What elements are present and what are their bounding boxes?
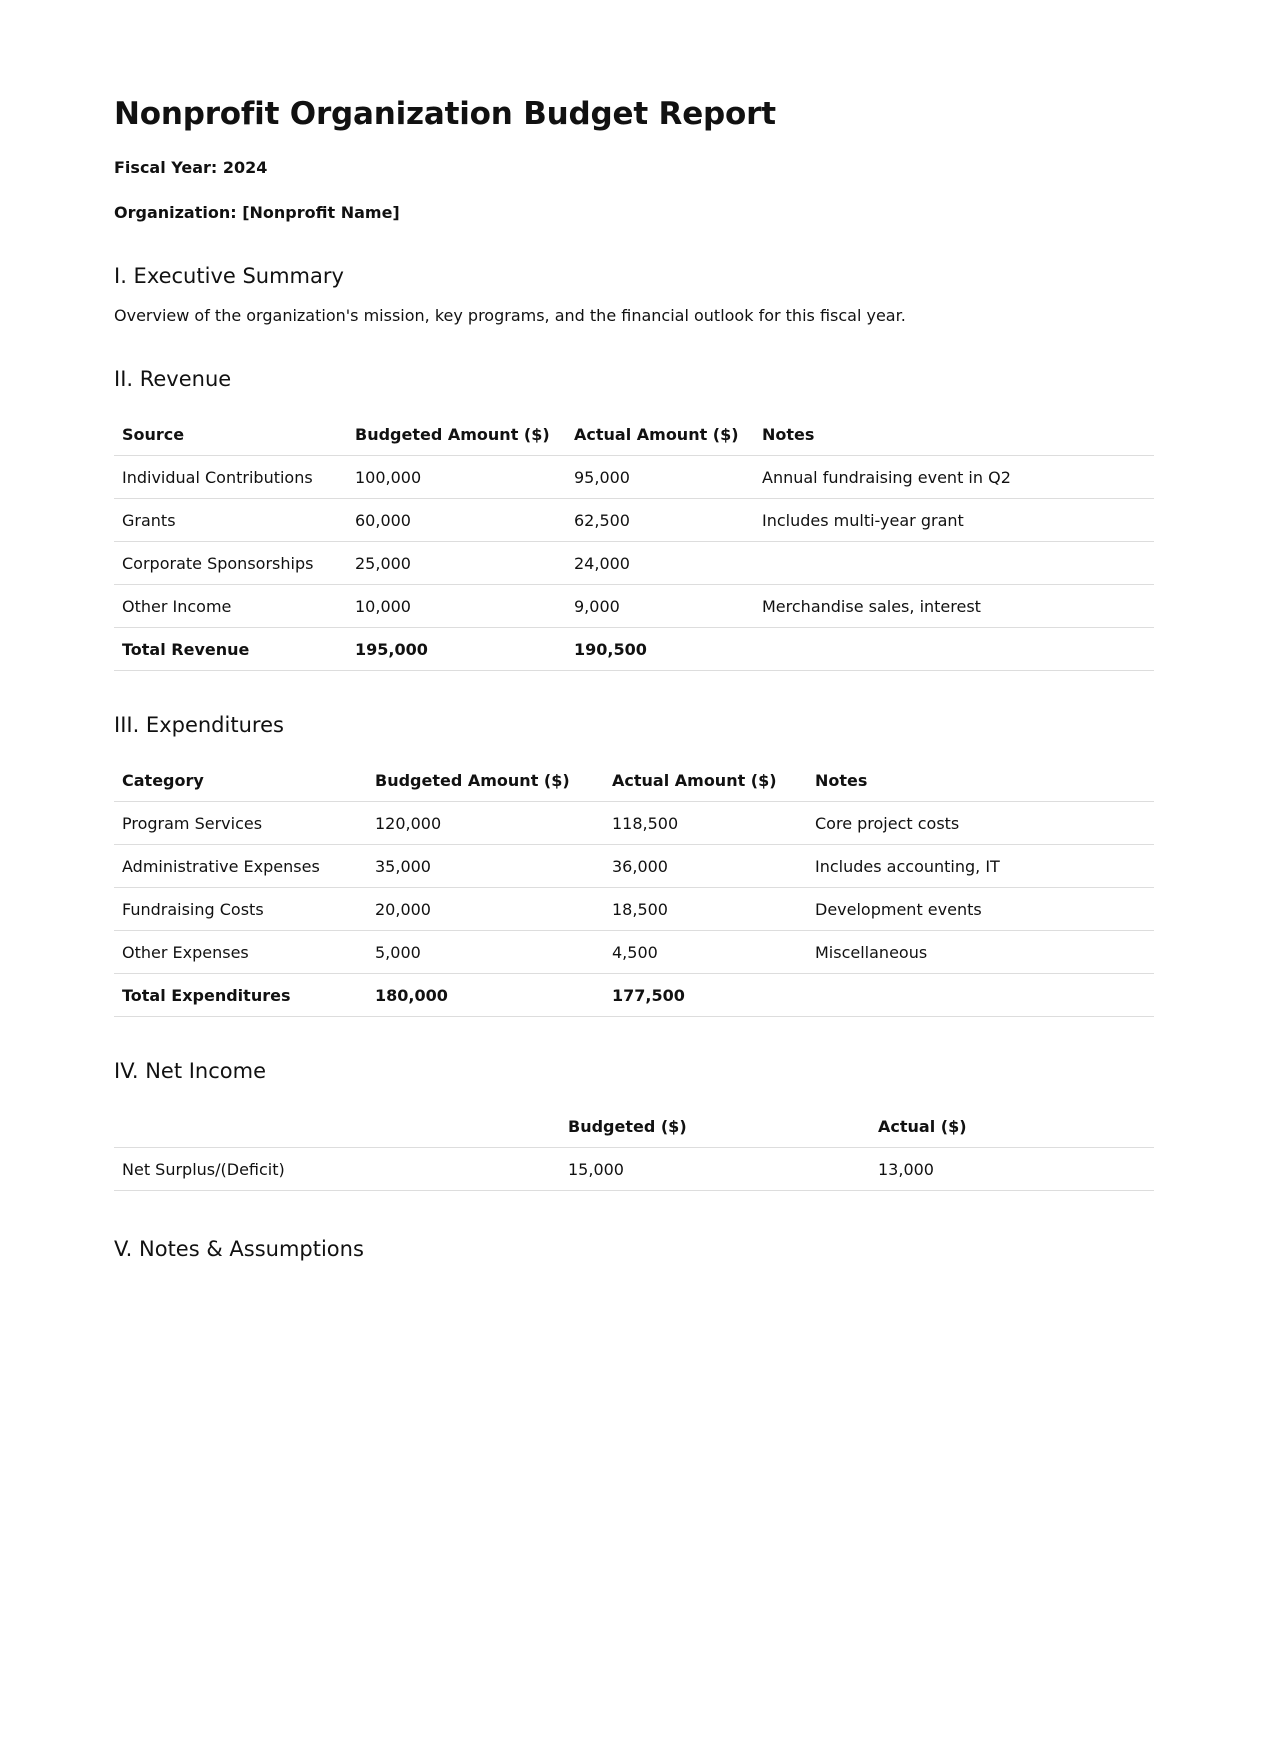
table-row (114, 1148, 1154, 1191)
column-header: Actual Amount ($) (604, 759, 807, 802)
column-header: Actual Amount ($) (566, 413, 754, 456)
fiscal-year: Fiscal Year: 2024 (114, 158, 268, 177)
total-row (114, 974, 1154, 1017)
executive-summary-section (114, 264, 1153, 325)
table-header-row (114, 1105, 1154, 1148)
table-header-row (114, 413, 1154, 456)
revenue-section (114, 367, 1153, 671)
table-cell (754, 542, 1154, 585)
revenue-table (114, 413, 1154, 671)
section-heading: I. Executive Summary (114, 264, 344, 288)
table-cell: Corporate Sponsorships (114, 542, 347, 585)
section-heading: V. Notes & Assumptions (114, 1237, 364, 1261)
table-row (114, 802, 1154, 845)
net-income-table (114, 1105, 1154, 1191)
table-cell: Other Expenses (114, 931, 367, 974)
section-heading: III. Expenditures (114, 713, 284, 737)
table-cell: 118,500 (604, 802, 807, 845)
table-row (114, 542, 1154, 585)
total-row (114, 628, 1154, 671)
table-cell: 18,500 (604, 888, 807, 931)
table-cell: 195,000 (347, 628, 566, 671)
table-cell: 177,500 (604, 974, 807, 1017)
table-cell: 62,500 (566, 499, 754, 542)
table-row (114, 585, 1154, 628)
table-cell: 24,000 (566, 542, 754, 585)
table-cell: 95,000 (566, 456, 754, 499)
column-header: Budgeted Amount ($) (367, 759, 604, 802)
table-cell: Core project costs (807, 802, 1154, 845)
table-cell: Individual Contributions (114, 456, 347, 499)
organization-name: Organization: [Nonprofit Name] (114, 203, 400, 222)
table-cell: Administrative Expenses (114, 845, 367, 888)
net-income-section (114, 1059, 1153, 1191)
table-cell: Other Income (114, 585, 347, 628)
expenditures-section (114, 713, 1153, 1017)
table-cell: Merchandise sales, interest (754, 585, 1154, 628)
expenditures-table (114, 759, 1154, 1017)
table-row (114, 499, 1154, 542)
table-cell: 25,000 (347, 542, 566, 585)
table-cell: Includes accounting, IT (807, 845, 1154, 888)
table-cell: Program Services (114, 802, 367, 845)
table-cell: 5,000 (367, 931, 604, 974)
table-cell: 20,000 (367, 888, 604, 931)
table-cell: Total Expenditures (114, 974, 367, 1017)
table-cell: Development events (807, 888, 1154, 931)
column-header (114, 1105, 560, 1148)
page-title: Nonprofit Organization Budget Report (114, 96, 776, 132)
table-cell: Grants (114, 499, 347, 542)
summary-text: Overview of the organization's mission, key programs, and the financial outlook for this fiscal year. (114, 306, 906, 325)
table-cell: 35,000 (367, 845, 604, 888)
column-header: Source (114, 413, 347, 456)
table-row (114, 888, 1154, 931)
table-cell: 190,500 (566, 628, 754, 671)
table-row (114, 845, 1154, 888)
table-cell: 10,000 (347, 585, 566, 628)
column-header: Notes (807, 759, 1154, 802)
table-cell: Total Revenue (114, 628, 347, 671)
column-header: Budgeted Amount ($) (347, 413, 566, 456)
table-row (114, 931, 1154, 974)
table-cell: 36,000 (604, 845, 807, 888)
table-cell: Annual fundraising event in Q2 (754, 456, 1154, 499)
table-cell: 120,000 (367, 802, 604, 845)
table-cell (754, 628, 1154, 671)
table-cell: 13,000 (870, 1148, 1154, 1191)
column-header: Budgeted ($) (560, 1105, 870, 1148)
table-cell: 60,000 (347, 499, 566, 542)
table-cell: 4,500 (604, 931, 807, 974)
table-cell: Includes multi-year grant (754, 499, 1154, 542)
section-heading: IV. Net Income (114, 1059, 267, 1083)
table-cell: Miscellaneous (807, 931, 1154, 974)
section-heading: II. Revenue (114, 367, 232, 391)
table-cell: Fundraising Costs (114, 888, 367, 931)
table-cell (807, 974, 1154, 1017)
notes-assumptions-section (114, 1237, 1153, 1261)
table-cell: 9,000 (566, 585, 754, 628)
table-header-row (114, 759, 1154, 802)
table-cell: 15,000 (560, 1148, 870, 1191)
column-header: Notes (754, 413, 1154, 456)
column-header: Actual ($) (870, 1105, 1154, 1148)
column-header: Category (114, 759, 367, 802)
table-cell: 100,000 (347, 456, 566, 499)
table-row (114, 456, 1154, 499)
table-cell: 180,000 (367, 974, 604, 1017)
table-cell: Net Surplus/(Deficit) (114, 1148, 560, 1191)
